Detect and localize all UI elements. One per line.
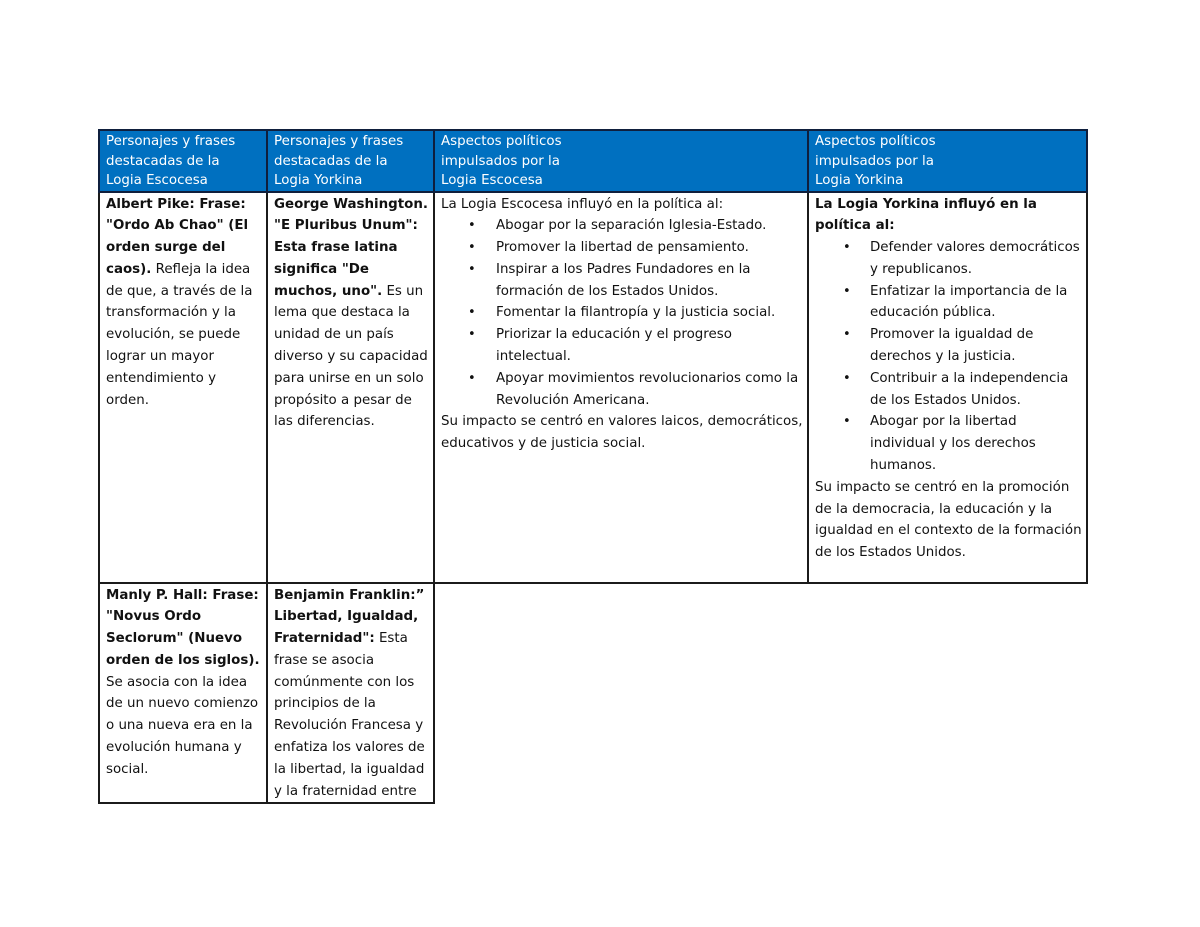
empty-cell [808, 583, 1087, 804]
bullet-icon: • [843, 414, 851, 430]
table-row [99, 192, 1087, 583]
yorkina-outro: Su impacto se centró en la promoción de la democracia, la educación y la igualdad en el contexto de la formación de los Estados Unidos. [815, 479, 1082, 561]
list-item: • Priorizar la educación y el progreso intelectual. [441, 324, 803, 368]
cell-aspectos-yorkina [808, 192, 1087, 583]
cell-manly-hall [99, 583, 267, 804]
escocesa-bullet-list [441, 215, 803, 411]
yorkina-bullet-list [815, 237, 1082, 477]
list-item: • Apoyar movimientos revolucionarios como la Revolución Americana. [441, 368, 803, 412]
header-cell-personajes-yorkina: Personajes y frases destacadas de la Logia Yorkina [267, 130, 434, 192]
list-item: • Promover la libertad de pensamiento. [441, 237, 803, 259]
empty-cell [434, 583, 808, 804]
bullet-icon: • [843, 327, 851, 343]
escocesa-outro: Su impacto se centró en valores laicos, democráticos, educativos y de justicia social. [441, 414, 803, 452]
bullet-icon: • [843, 370, 851, 386]
bullet-icon: • [468, 370, 476, 386]
list-item: • Enfatizar la importancia de la educación pública. [815, 281, 1082, 325]
list-item: • Defender valores democráticos y republicanos. [815, 237, 1082, 281]
cell-aspectos-escocesa [434, 192, 808, 583]
header-cell-aspectos-yorkina: Aspectos políticos impulsados por la Logia Yorkina [808, 130, 1087, 192]
header-cell-aspectos-escocesa: Aspectos políticos impulsados por la Logia Escocesa [434, 130, 808, 192]
bullet-icon: • [468, 240, 476, 256]
bullet-icon: • [468, 305, 476, 321]
bullet-icon: • [468, 218, 476, 234]
header-cell-personajes-escocesa: Personajes y frases destacadas de la Logia Escocesa [99, 130, 267, 192]
hall-phrase: Manly P. Hall: Frase: "Novus Ordo Seclorum" (Nuevo orden de los siglos). [106, 587, 260, 668]
cell-albert-pike [99, 192, 267, 583]
list-item: • Abogar por la separación Iglesia-Estado. [441, 215, 803, 237]
pike-description: Refleja la idea de que, a través de la transformación y la evolución, se puede lograr un mayor entendimiento y orden. [106, 261, 253, 408]
bullet-icon: • [468, 327, 476, 343]
franklin-phrase: Benjamin Franklin:” Libertad, Igualdad, Fraternidad": [274, 587, 425, 647]
bullet-icon: • [843, 240, 851, 256]
table-header-row [99, 130, 1087, 192]
list-item: • Promover la igualdad de derechos y la justicia. [815, 324, 1082, 368]
escocesa-intro: La Logia Escocesa influyó en la política al: [441, 196, 724, 212]
pike-phrase: Albert Pike: Frase: "Ordo Ab Chao" (El orden surge del caos). [106, 196, 249, 277]
list-item: • Contribuir a la independencia de los Estados Unidos. [815, 368, 1082, 412]
hall-description: Se asocia con la idea de un nuevo comienzo o una nueva era en la evolución humana y social. [106, 674, 259, 777]
washington-phrase: George Washington. "E Pluribus Unum": Esta frase latina significa "De muchos, uno". [274, 196, 428, 299]
franklin-description: Esta frase se asocia comúnmente con los principios de la Revolución Francesa y enfatiza los valores de la libertad, la igualdad y la fraternidad entre [274, 631, 425, 799]
list-item: • Inspirar a los Padres Fundadores en la formación de los Estados Unidos. [441, 259, 803, 303]
yorkina-intro: La Logia Yorkina influyó en la política al: [815, 196, 1037, 234]
cell-benjamin-franklin [267, 583, 434, 804]
cell-george-washington [267, 192, 434, 583]
bullet-icon: • [468, 261, 476, 277]
logias-table [98, 129, 1088, 804]
list-item: • Fomentar la filantropía y la justicia social. [441, 302, 803, 324]
table-row [99, 583, 1087, 804]
washington-description: Es un lema que destaca la unidad de un país diverso y su capacidad para unirse en un solo propósito a pesar de las diferencias. [274, 283, 428, 430]
bullet-icon: • [843, 283, 851, 299]
list-item: • Abogar por la libertad individual y los derechos humanos. [815, 411, 1082, 476]
